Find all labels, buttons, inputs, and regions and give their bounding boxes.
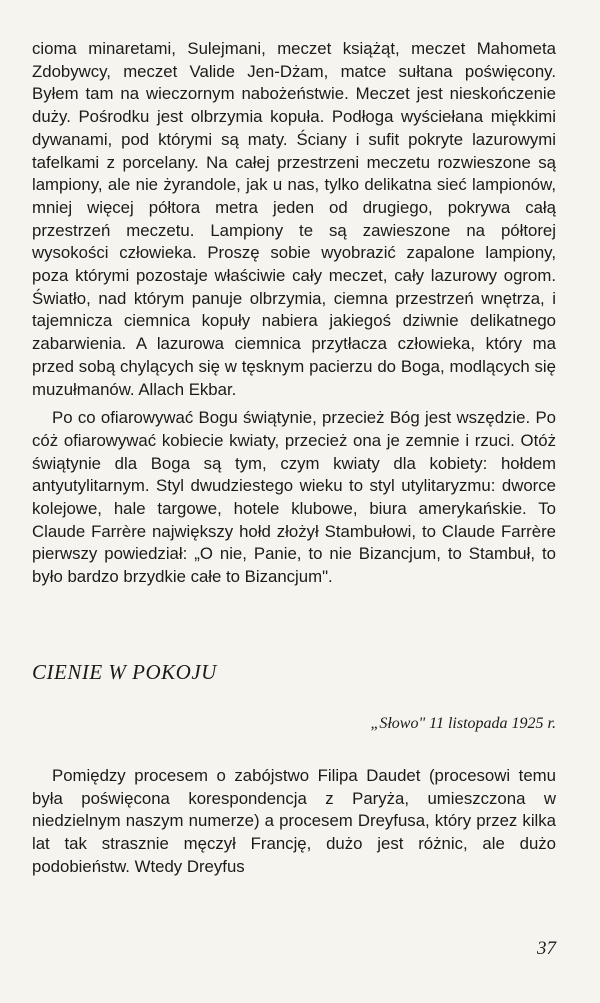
document-page [32, 38, 556, 878]
section-title: CIENIE W POKOJU [32, 659, 217, 684]
page-number: 37 [537, 938, 556, 959]
paragraph-temples: Po co ofiarowywać Bogu świątynie, przecież Bóg jest wszędzie. Po cóż ofiarowywać kobiecie kwiaty, przecież ona je zemnie i rzuci. Otóż świątynie dla Boga są tym, czym kwiaty dla kobiety: hołdem antyutylitarnym. Styl dwudziestego wieku to styl utylitaryzmu: dworce kolejowe, hale targowe, hotele klubowe, biura amerykańskie. To Claude Farrère największy hołd złożył Stambułowi, to Claude Farrère pierwszy powiedział: „O nie, Panie, to nie Bizancjum, to Stambuł, to było bardzo brzydkie całe to Bizancjum". [32, 408, 556, 587]
article-start: Pomiędzy procesem o zabójstwo Filipa Daudet (procesowi temu była poświęcona korespondencja z Paryża, umieszczona w niedzielnym naszym numerze) a procesem Dreyfusa, który przez kilka lat tak strasznie męczył Francję, dużo jest różnic, ale dużo podobieństw. Wtedy Dreyfus [32, 765, 556, 876]
source-line: „Słowo" 11 listopada 1925 r. [370, 714, 556, 732]
continued-paragraph: cioma minaretami, Sulejmani, meczet książąt, meczet Mahometa Zdobywcy, meczet Valide Jen-Dżam, matce sułtana poświęcony. Byłem tam na wieczornym nabożeństwie. Meczet jest nieskończenie duży. Pośrodku jest olbrzymia kopuła. Podłoga wyściełana miękkimi dywanami, pod którymi są maty. Ściany i sufit pokryte lazurowymi tafelkami z porcelany. Na całej przestrzeni meczetu rozwieszone są lampiony, ale nie żyrandole, jak u nas, tylko delikatna sieć lampionów, mniej więcej półtora metra jeden od drugiego, pokrywa całą przestrzeń meczetu. Lampiony te są zawieszone na półtorej wysokości człowieka. Proszę sobie wyobrazić zapalone lampiony, poza którymi pozostaje właściwie cały meczet, cały lazurowy ogrom. Światło, nad którym panuje olbrzymia, ciemna przestrzeń wnętrza, i tajemnicza ciemnica kopuły nabiera jakiegoś dziwnie delikatnego zabarwienia. A lazurowa ciemnica przytłacza człowieka, który ma przed sobą chylących się w tęsknym pacierzu do Boga, modlących się muzułmanów. Allach Ekbar. [32, 39, 556, 399]
